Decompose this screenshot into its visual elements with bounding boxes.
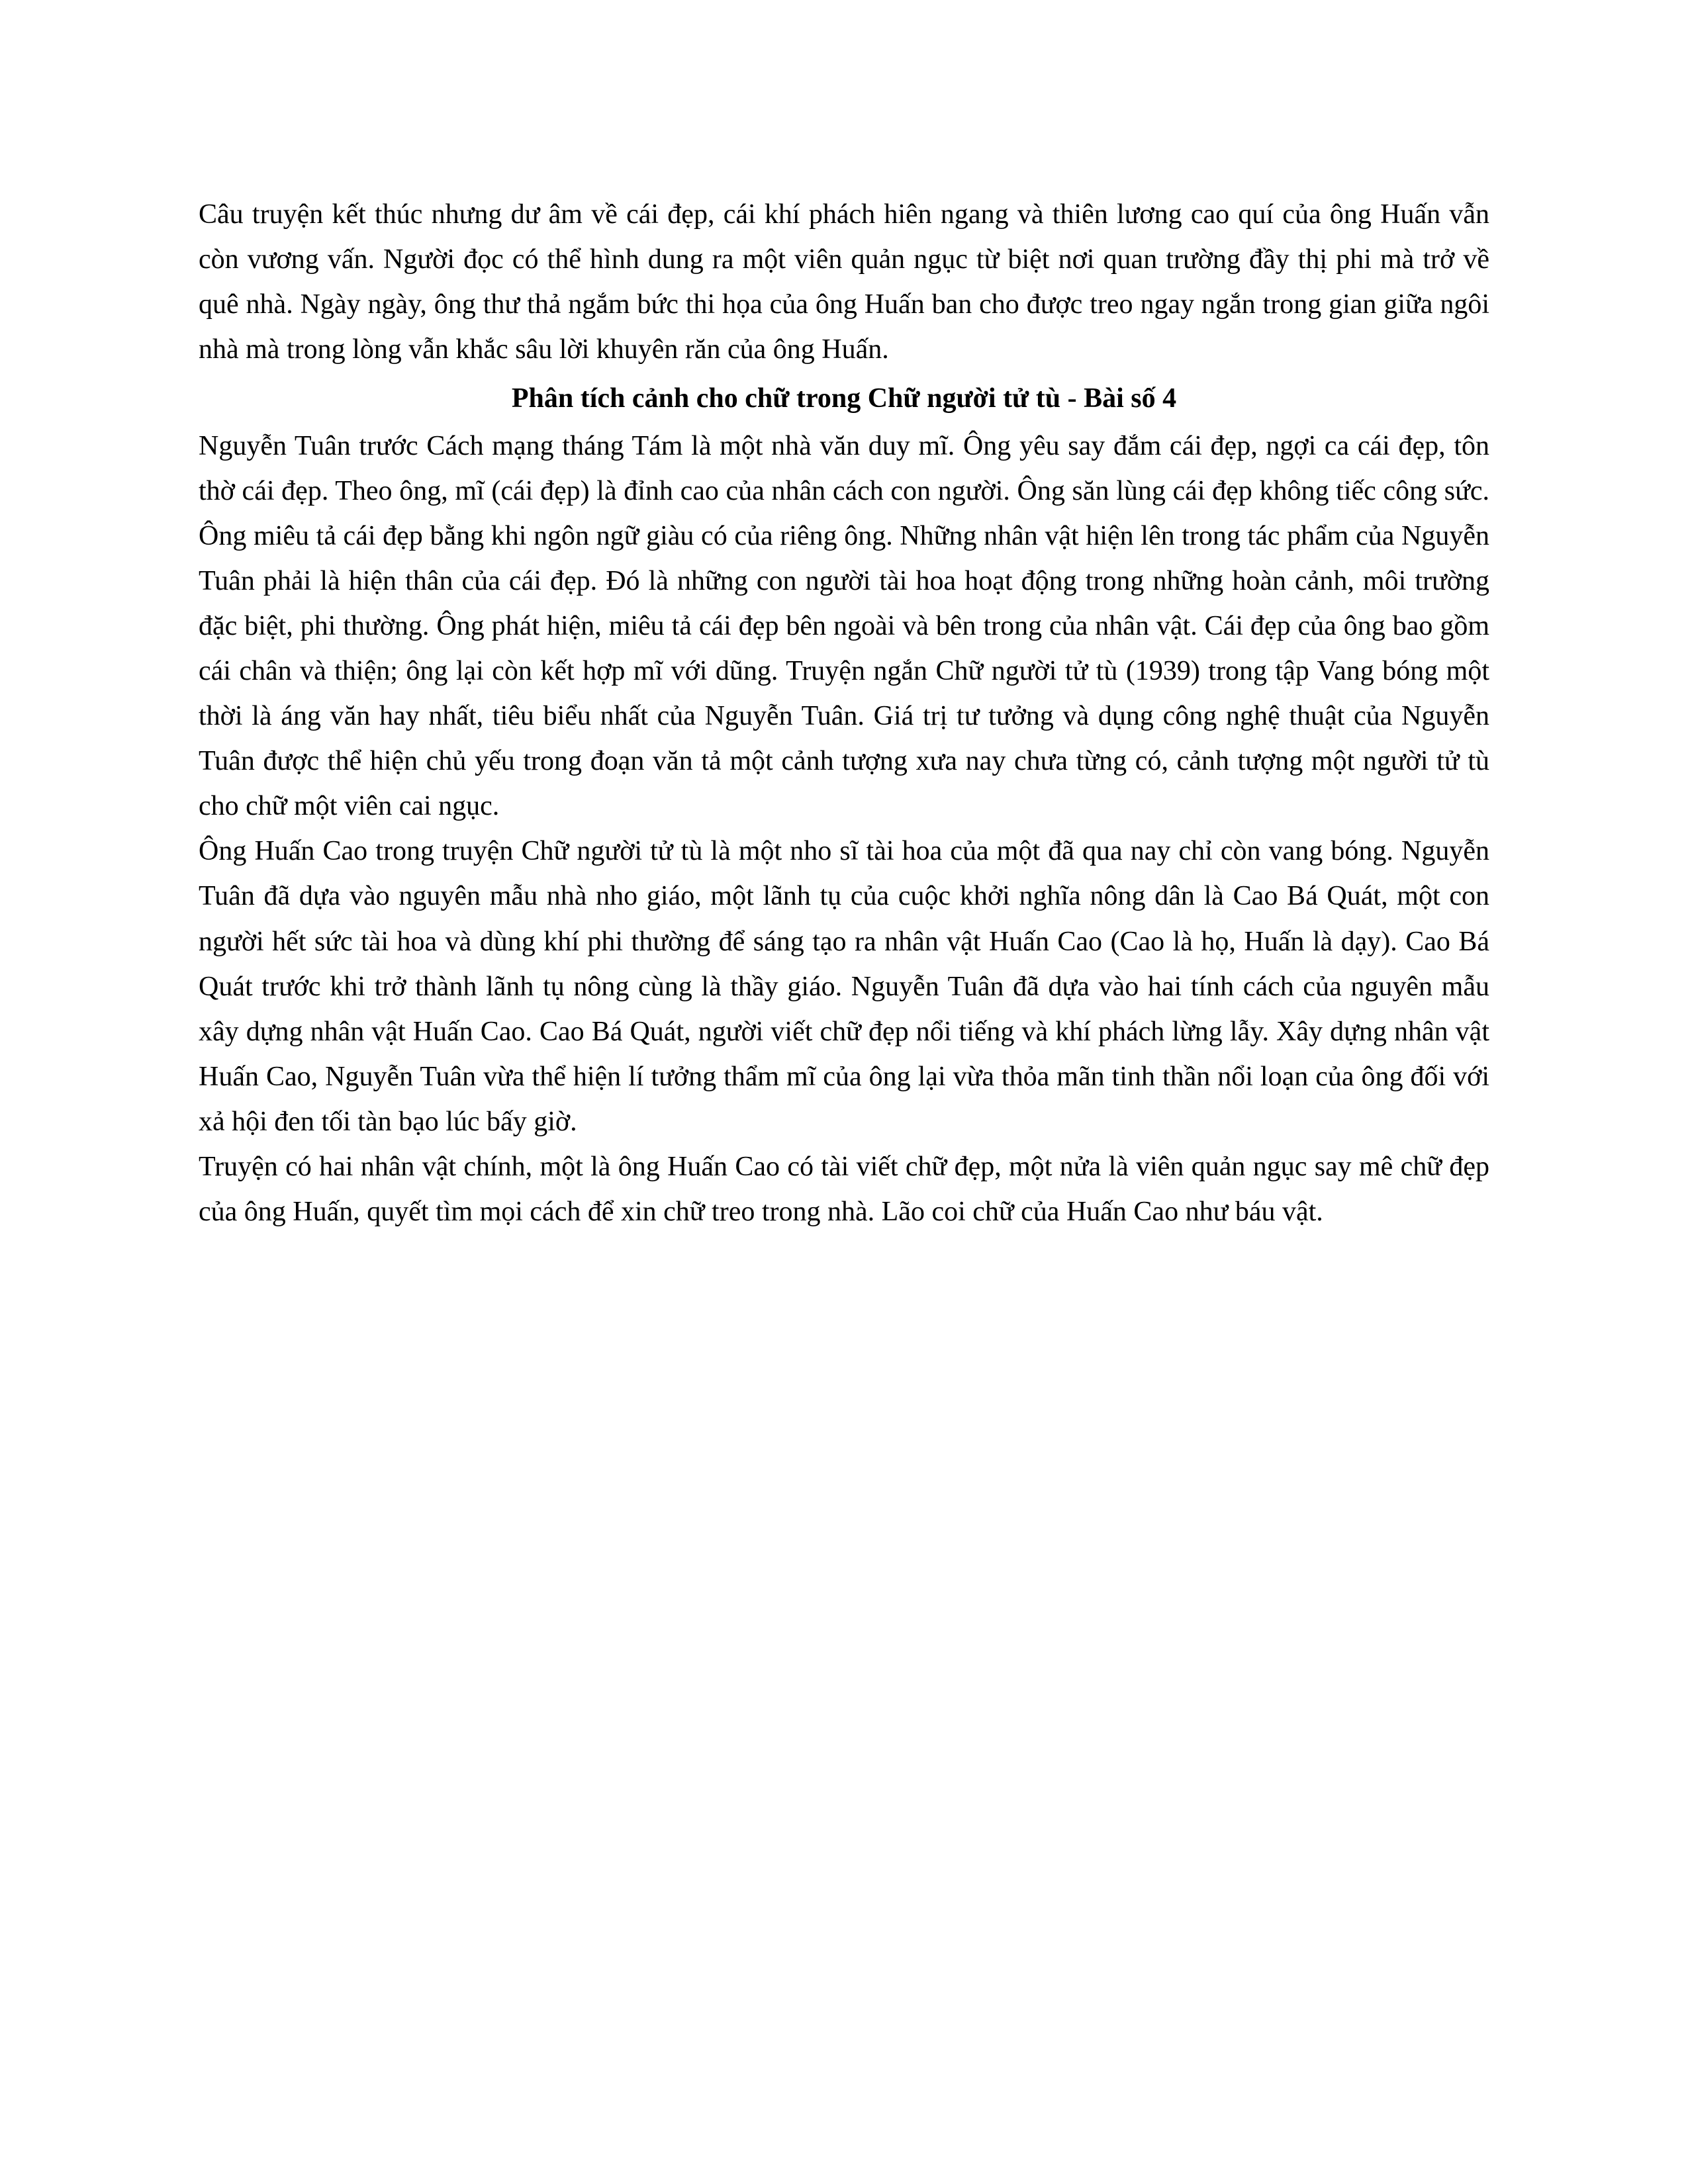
paragraph-2: Nguyễn Tuân trước Cách mạng tháng Tám là một nhà văn duy mĩ. Ông yêu say đắm cái đẹp, ngợi ca cái đẹp, tôn thờ cái đẹp. Theo ông, mĩ (cái đẹp) là đỉnh cao của nhân cách con người. Ông săn lùng cái đẹp không tiếc công sức. Ông miêu tả cái đẹp bằng khi ngôn ngữ giàu có của riêng ông. Những nhân vật hiện lên trong tác phẩm của Nguyễn Tuân phải là hiện thân của cái đẹp. Đó là những con người tài hoa hoạt động trong những hoàn cảnh, môi trường đặc biệt, phi thường. Ông phát hiện, miêu tả cái đẹp bên ngoài và bên trong của nhân vật. Cái đẹp của ông bao gồm cái chân và thiện; ông lại còn kết hợp mĩ với dũng. Truyện ngắn Chữ người tử tù (1939) trong tập Vang bóng một thời là áng văn hay nhất, tiêu biểu nhất của Nguyễn Tuân. Giá trị tư tưởng và dụng công nghệ thuật của Nguyễn Tuân được thể hiện chủ yếu trong đoạn văn tả một cảnh tượng xưa nay chưa từng có, cảnh tượng một người tử tù cho chữ một viên cai ngục.: [199, 431, 1489, 822]
paragraph-4: Truyện có hai nhân vật chính, một là ông Huấn Cao có tài viết chữ đẹp, một nửa là viên quản ngục say mê chữ đẹp của ông Huấn, quyết tìm mọi cách để xin chữ treo trong nhà. Lão coi chữ của Huấn Cao như báu vật.: [199, 1151, 1489, 1227]
document-body: [199, 192, 1489, 1234]
section-heading: Phân tích cảnh cho chữ trong Chữ người tử tù - Bài số 4: [511, 383, 1177, 414]
paragraph-3: Ông Huấn Cao trong truyện Chữ người tử tù là một nho sĩ tài hoa của một đã qua nay chỉ còn vang bóng. Nguyễn Tuân đã dựa vào nguyên mẫu nhà nho giáo, một lãnh tụ của cuộc khởi nghĩa nông dân là Cao Bá Quát, một con người hết sức tài hoa và dùng khí phi thường để sáng tạo ra nhân vật Huấn Cao (Cao là họ, Huấn là dạy). Cao Bá Quát trước khi trở thành lãnh tụ nông cùng là thầy giáo. Nguyễn Tuân đã dựa vào hai tính cách của nguyên mẫu xây dựng nhân vật Huấn Cao. Cao Bá Quát, người viết chữ đẹp nổi tiếng và khí phách lừng lẫy. Xây dựng nhân vật Huấn Cao, Nguyễn Tuân vừa thể hiện lí tưởng thẩm mĩ của ông lại vừa thỏa mãn tinh thần nổi loạn của ông đối với xả hội đen tối tàn bạo lúc bấy giờ.: [199, 836, 1489, 1137]
paragraph-1: Câu truyện kết thúc nhưng dư âm về cái đẹp, cái khí phách hiên ngang và thiên lương cao quí của ông Huấn vẫn còn vương vấn. Người đọc có thể hình dung ra một viên quản ngục từ biệt nơi quan trường đầy thị phi mà trở về quê nhà. Ngày ngày, ông thư thả ngắm bức thi họa của ông Huấn ban cho được treo ngay ngắn trong gian giữa ngôi nhà mà trong lòng vẫn khắc sâu lời khuyên răn của ông Huấn.: [199, 199, 1489, 365]
